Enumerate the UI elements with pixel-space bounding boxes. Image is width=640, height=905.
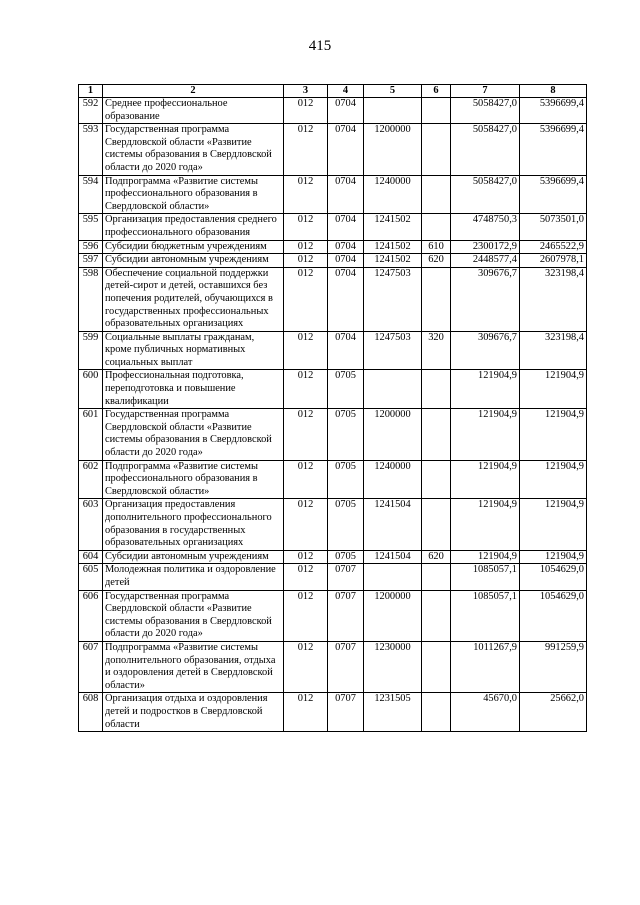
row-name: Организация предоставления дополнительного профессионального образования в государственных образовательных организациях bbox=[103, 499, 284, 550]
section-code: 0704 bbox=[328, 254, 364, 268]
table-row bbox=[79, 124, 587, 175]
row-name: Организация предоставления среднего профессионального образования bbox=[103, 214, 284, 240]
expense-type-code bbox=[422, 590, 451, 641]
row-number: 601 bbox=[79, 409, 103, 460]
row-number: 593 bbox=[79, 124, 103, 175]
expense-type-code bbox=[422, 693, 451, 732]
table-row bbox=[79, 214, 587, 240]
section-code: 0705 bbox=[328, 550, 364, 564]
ministry-code: 012 bbox=[284, 641, 328, 692]
table-row bbox=[79, 98, 587, 124]
section-code: 0707 bbox=[328, 590, 364, 641]
value-2020: 2607978,1 bbox=[520, 254, 587, 268]
column-header: 7 bbox=[451, 85, 520, 98]
article-code bbox=[364, 370, 422, 409]
article-code: 1200000 bbox=[364, 590, 422, 641]
section-code: 0705 bbox=[328, 409, 364, 460]
row-number: 594 bbox=[79, 175, 103, 214]
row-name: Государственная программа Свердловской области «Развитие системы образования в Свердловской области до 2020 года» bbox=[103, 590, 284, 641]
expense-type-code bbox=[422, 267, 451, 331]
article-code: 1230000 bbox=[364, 641, 422, 692]
article-code: 1200000 bbox=[364, 409, 422, 460]
article-code: 1241502 bbox=[364, 254, 422, 268]
article-code: 1240000 bbox=[364, 175, 422, 214]
table-row bbox=[79, 641, 587, 692]
section-code: 0704 bbox=[328, 240, 364, 254]
row-number: 605 bbox=[79, 564, 103, 590]
row-name: Субсидии автономным учреждениям bbox=[103, 550, 284, 564]
row-number: 600 bbox=[79, 370, 103, 409]
ministry-code: 012 bbox=[284, 564, 328, 590]
page-number: 415 bbox=[308, 38, 332, 54]
ministry-code: 012 bbox=[284, 98, 328, 124]
section-code: 0704 bbox=[328, 98, 364, 124]
value-2019: 1085057,1 bbox=[451, 590, 520, 641]
value-2020: 5073501,0 bbox=[520, 214, 587, 240]
value-2019: 5058427,0 bbox=[451, 124, 520, 175]
table-row bbox=[79, 460, 587, 499]
column-header: 1 bbox=[79, 85, 103, 98]
value-2020: 121904,9 bbox=[520, 370, 587, 409]
ministry-code: 012 bbox=[284, 124, 328, 175]
row-name: Подпрограмма «Развитие системы профессионального образования в Свердловской области» bbox=[103, 175, 284, 214]
article-code: 1247503 bbox=[364, 331, 422, 370]
ministry-code: 012 bbox=[284, 590, 328, 641]
value-2020: 121904,9 bbox=[520, 409, 587, 460]
article-code: 1241502 bbox=[364, 240, 422, 254]
ministry-code: 012 bbox=[284, 370, 328, 409]
section-code: 0704 bbox=[328, 214, 364, 240]
table-row bbox=[79, 370, 587, 409]
value-2020: 121904,9 bbox=[520, 550, 587, 564]
table-row bbox=[79, 564, 587, 590]
value-2019: 5058427,0 bbox=[451, 175, 520, 214]
ministry-code: 012 bbox=[284, 267, 328, 331]
column-header: 6 bbox=[422, 85, 451, 98]
ministry-code: 012 bbox=[284, 214, 328, 240]
row-number: 596 bbox=[79, 240, 103, 254]
value-2020: 1054629,0 bbox=[520, 590, 587, 641]
section-code: 0705 bbox=[328, 499, 364, 550]
value-2020: 121904,9 bbox=[520, 460, 587, 499]
budget-table bbox=[78, 84, 587, 732]
value-2020: 121904,9 bbox=[520, 499, 587, 550]
row-name: Субсидии бюджетным учреждениям bbox=[103, 240, 284, 254]
article-code: 1200000 bbox=[364, 124, 422, 175]
expense-type-code bbox=[422, 175, 451, 214]
article-code: 1241504 bbox=[364, 499, 422, 550]
section-code: 0707 bbox=[328, 641, 364, 692]
ministry-code: 012 bbox=[284, 550, 328, 564]
value-2019: 2448577,4 bbox=[451, 254, 520, 268]
row-name: Организация отдыха и оздоровления детей и подростков в Свердловской области bbox=[103, 693, 284, 732]
value-2019: 2300172,9 bbox=[451, 240, 520, 254]
expense-type-code bbox=[422, 98, 451, 124]
value-2020: 323198,4 bbox=[520, 267, 587, 331]
row-number: 595 bbox=[79, 214, 103, 240]
expense-type-code: 610 bbox=[422, 240, 451, 254]
column-header: 2 bbox=[103, 85, 284, 98]
expense-type-code bbox=[422, 409, 451, 460]
ministry-code: 012 bbox=[284, 460, 328, 499]
value-2019: 121904,9 bbox=[451, 499, 520, 550]
section-code: 0704 bbox=[328, 175, 364, 214]
table-row bbox=[79, 240, 587, 254]
value-2019: 309676,7 bbox=[451, 267, 520, 331]
section-code: 0707 bbox=[328, 693, 364, 732]
article-code: 1240000 bbox=[364, 460, 422, 499]
value-2019: 1011267,9 bbox=[451, 641, 520, 692]
row-number: 608 bbox=[79, 693, 103, 732]
article-code: 1241502 bbox=[364, 214, 422, 240]
table-row bbox=[79, 499, 587, 550]
ministry-code: 012 bbox=[284, 254, 328, 268]
table-row bbox=[79, 254, 587, 268]
value-2019: 4748750,3 bbox=[451, 214, 520, 240]
table-row bbox=[79, 409, 587, 460]
ministry-code: 012 bbox=[284, 499, 328, 550]
row-number: 604 bbox=[79, 550, 103, 564]
value-2019: 45670,0 bbox=[451, 693, 520, 732]
row-number: 592 bbox=[79, 98, 103, 124]
article-code bbox=[364, 564, 422, 590]
ministry-code: 012 bbox=[284, 693, 328, 732]
article-code: 1231505 bbox=[364, 693, 422, 732]
section-code: 0704 bbox=[328, 124, 364, 175]
expense-type-code bbox=[422, 564, 451, 590]
ministry-code: 012 bbox=[284, 240, 328, 254]
row-name: Социальные выплаты гражданам, кроме публичных нормативных социальных выплат bbox=[103, 331, 284, 370]
expense-type-code bbox=[422, 370, 451, 409]
value-2020: 991259,9 bbox=[520, 641, 587, 692]
row-number: 603 bbox=[79, 499, 103, 550]
section-code: 0704 bbox=[328, 267, 364, 331]
row-name: Профессиональная подготовка, переподготовка и повышение квалификации bbox=[103, 370, 284, 409]
section-code: 0704 bbox=[328, 331, 364, 370]
value-2020: 5396699,4 bbox=[520, 98, 587, 124]
value-2019: 121904,9 bbox=[451, 370, 520, 409]
row-number: 599 bbox=[79, 331, 103, 370]
expense-type-code: 320 bbox=[422, 331, 451, 370]
ministry-code: 012 bbox=[284, 175, 328, 214]
expense-type-code bbox=[422, 499, 451, 550]
column-header: 5 bbox=[364, 85, 422, 98]
section-code: 0707 bbox=[328, 564, 364, 590]
value-2020: 2465522,9 bbox=[520, 240, 587, 254]
expense-type-code bbox=[422, 214, 451, 240]
table-row bbox=[79, 550, 587, 564]
article-code bbox=[364, 98, 422, 124]
value-2019: 121904,9 bbox=[451, 460, 520, 499]
table-row bbox=[79, 267, 587, 331]
column-header: 4 bbox=[328, 85, 364, 98]
row-name: Молодежная политика и оздоровление детей bbox=[103, 564, 284, 590]
value-2019: 1085057,1 bbox=[451, 564, 520, 590]
expense-type-code: 620 bbox=[422, 550, 451, 564]
value-2020: 5396699,4 bbox=[520, 175, 587, 214]
value-2020: 323198,4 bbox=[520, 331, 587, 370]
section-code: 0705 bbox=[328, 460, 364, 499]
row-number: 602 bbox=[79, 460, 103, 499]
row-number: 598 bbox=[79, 267, 103, 331]
row-name: Государственная программа Свердловской области «Развитие системы образования в Свердловской области до 2020 года» bbox=[103, 409, 284, 460]
row-name: Подпрограмма «Развитие системы профессионального образования в Свердловской области» bbox=[103, 460, 284, 499]
value-2020: 5396699,4 bbox=[520, 124, 587, 175]
section-code: 0705 bbox=[328, 370, 364, 409]
row-name: Обеспечение социальной поддержки детей-сирот и детей, оставшихся без попечения родителей, обучающихся в государственных профессиональных образовательных организациях bbox=[103, 267, 284, 331]
article-code: 1241504 bbox=[364, 550, 422, 564]
column-header: 3 bbox=[284, 85, 328, 98]
expense-type-code bbox=[422, 124, 451, 175]
article-code: 1247503 bbox=[364, 267, 422, 331]
expense-type-code: 620 bbox=[422, 254, 451, 268]
ministry-code: 012 bbox=[284, 331, 328, 370]
value-2019: 121904,9 bbox=[451, 550, 520, 564]
value-2020: 1054629,0 bbox=[520, 564, 587, 590]
value-2020: 25662,0 bbox=[520, 693, 587, 732]
header-row bbox=[79, 85, 587, 98]
row-number: 606 bbox=[79, 590, 103, 641]
row-name: Подпрограмма «Развитие системы дополнительного образования, отдыха и оздоровления детей в Свердловской области» bbox=[103, 641, 284, 692]
row-number: 607 bbox=[79, 641, 103, 692]
row-name: Среднее профессиональное образование bbox=[103, 98, 284, 124]
table-row bbox=[79, 590, 587, 641]
expense-type-code bbox=[422, 641, 451, 692]
row-number: 597 bbox=[79, 254, 103, 268]
value-2019: 121904,9 bbox=[451, 409, 520, 460]
column-header: 8 bbox=[520, 85, 587, 98]
value-2019: 309676,7 bbox=[451, 331, 520, 370]
expense-type-code bbox=[422, 460, 451, 499]
table-row bbox=[79, 175, 587, 214]
ministry-code: 012 bbox=[284, 409, 328, 460]
table-row bbox=[79, 331, 587, 370]
row-name: Государственная программа Свердловской области «Развитие системы образования в Свердловской области до 2020 года» bbox=[103, 124, 284, 175]
table-row bbox=[79, 693, 587, 732]
value-2019: 5058427,0 bbox=[451, 98, 520, 124]
row-name: Субсидии автономным учреждениям bbox=[103, 254, 284, 268]
